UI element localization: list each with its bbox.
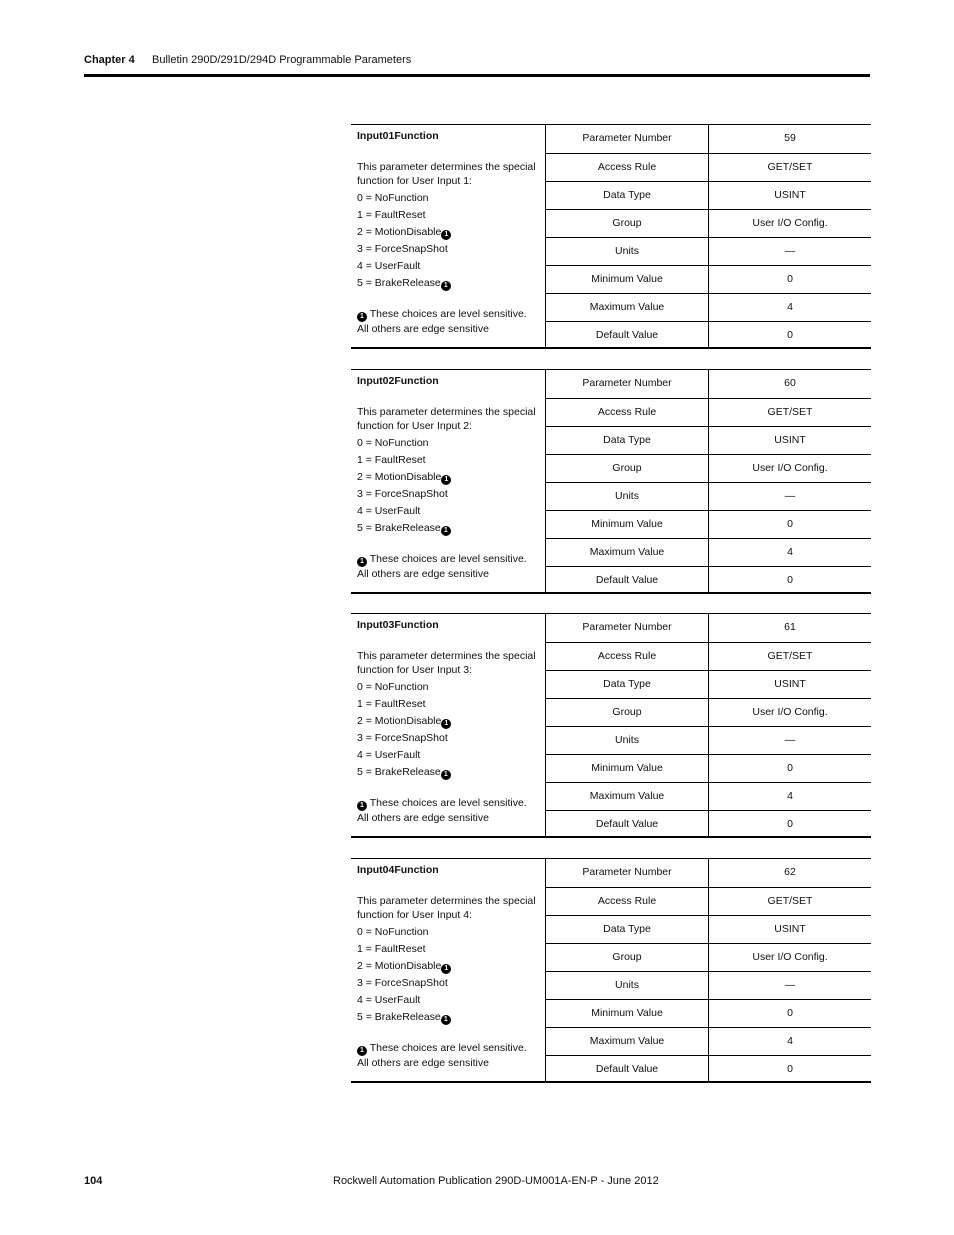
property-row-access-rule [546, 153, 871, 181]
property-label: Minimum Value [546, 1000, 709, 1027]
parameter-option [357, 764, 539, 781]
property-row-maximum-value [546, 538, 871, 566]
parameter-table [351, 613, 871, 838]
parameter-properties [545, 125, 871, 347]
footnote [357, 552, 539, 581]
footnote [357, 307, 539, 336]
option-text: 2 = MotionDisable [357, 226, 442, 238]
property-row-access-rule [546, 887, 871, 915]
parameter-properties [545, 370, 871, 592]
property-value: GET/SET [767, 650, 813, 662]
parameter-option [357, 975, 539, 992]
property-label: Units [546, 972, 709, 999]
publication-footer: Rockwell Automation Publication 290D-UM001A-EN-P - June 2012 [333, 1175, 659, 1187]
property-row-group [546, 209, 871, 237]
property-label: Default Value [546, 567, 709, 594]
property-label: Minimum Value [546, 755, 709, 782]
option-text: 4 = UserFault [357, 749, 421, 761]
option-text: 4 = UserFault [357, 260, 421, 272]
property-row-units [546, 726, 871, 754]
parameter-option [357, 224, 539, 241]
property-value: 60 [784, 377, 796, 389]
property-value: GET/SET [767, 895, 813, 907]
property-row-parameter-number [546, 125, 871, 153]
option-text: 2 = MotionDisable [357, 471, 442, 483]
parameter-option [357, 258, 539, 275]
option-text: 3 = ForceSnapShot [357, 243, 448, 255]
property-label: Data Type [546, 427, 709, 454]
property-label: Units [546, 238, 709, 265]
footnote [357, 1041, 539, 1070]
property-value: 4 [787, 546, 793, 558]
property-label: Data Type [546, 671, 709, 698]
parameter-option [357, 747, 539, 764]
option-text: 4 = UserFault [357, 505, 421, 517]
property-value: 61 [784, 621, 796, 633]
parameter-name: Input01Function [357, 130, 439, 142]
property-row-data-type [546, 915, 871, 943]
property-value: USINT [774, 189, 806, 201]
parameter-properties [545, 614, 871, 836]
option-text: 0 = NoFunction [357, 437, 429, 449]
property-row-maximum-value [546, 293, 871, 321]
chapter-label: Chapter 4 [84, 54, 135, 66]
property-row-default-value [546, 566, 871, 594]
parameter-option [357, 713, 539, 730]
parameter-table [351, 858, 871, 1083]
property-value: 0 [787, 818, 793, 830]
property-value: — [784, 734, 796, 746]
property-row-maximum-value [546, 1027, 871, 1055]
property-row-group [546, 698, 871, 726]
property-value: 4 [787, 790, 793, 802]
footnote-text: These choices are level sensitive. All others are edge sensitive [357, 308, 527, 335]
property-label: Default Value [546, 811, 709, 838]
parameter-option [357, 241, 539, 258]
page-number: 104 [84, 1175, 103, 1187]
footnote-marker-icon: 1 [441, 719, 451, 729]
option-text: 1 = FaultReset [357, 209, 426, 221]
property-value: 0 [787, 518, 793, 530]
property-value: 0 [787, 1007, 793, 1019]
property-value: — [784, 245, 796, 257]
property-row-parameter-number [546, 614, 871, 642]
option-text: 5 = BrakeRelease [357, 277, 441, 289]
property-label: Group [546, 944, 709, 971]
property-value: 59 [784, 132, 796, 144]
parameter-name: Input02Function [357, 375, 439, 387]
property-label: Access Rule [546, 399, 709, 426]
parameter-intro: This parameter determines the special function for User Input 4: [357, 895, 536, 921]
property-value: GET/SET [767, 161, 813, 173]
property-label: Access Rule [546, 643, 709, 670]
parameter-option [357, 452, 539, 469]
parameter-option [357, 679, 539, 696]
property-row-default-value [546, 1055, 871, 1083]
property-value: 0 [787, 329, 793, 341]
parameter-option [357, 520, 539, 537]
property-value: 0 [787, 1063, 793, 1075]
option-text: 3 = ForceSnapShot [357, 488, 448, 500]
property-label: Data Type [546, 182, 709, 209]
footnote-marker-icon: 1 [357, 801, 367, 811]
parameter-option [357, 190, 539, 207]
property-label: Group [546, 699, 709, 726]
parameter-option [357, 469, 539, 486]
option-text: 1 = FaultReset [357, 454, 426, 466]
parameter-properties [545, 859, 871, 1081]
option-text: 5 = BrakeRelease [357, 1011, 441, 1023]
option-text: 5 = BrakeRelease [357, 522, 441, 534]
property-value: — [784, 979, 796, 991]
property-label: Maximum Value [546, 1028, 709, 1055]
parameter-intro: This parameter determines the special function for User Input 2: [357, 406, 536, 432]
property-label: Units [546, 483, 709, 510]
property-row-group [546, 454, 871, 482]
page-header [84, 53, 870, 77]
footnote-marker-icon: 1 [441, 770, 451, 780]
option-text: 2 = MotionDisable [357, 960, 442, 972]
option-text: 3 = ForceSnapShot [357, 977, 448, 989]
property-label: Units [546, 727, 709, 754]
property-label: Maximum Value [546, 294, 709, 321]
property-row-data-type [546, 181, 871, 209]
footnote-text: These choices are level sensitive. All others are edge sensitive [357, 553, 527, 580]
property-row-minimum-value [546, 510, 871, 538]
footnote-marker-icon: 1 [441, 475, 451, 485]
footnote [357, 796, 539, 825]
footnote-marker-icon: 1 [441, 281, 451, 291]
property-label: Data Type [546, 916, 709, 943]
footnote-text: These choices are level sensitive. All others are edge sensitive [357, 1042, 527, 1069]
parameter-option [357, 941, 539, 958]
option-text: 4 = UserFault [357, 994, 421, 1006]
parameter-description [351, 370, 545, 592]
property-label: Minimum Value [546, 266, 709, 293]
option-text: 0 = NoFunction [357, 192, 429, 204]
property-value: 62 [784, 866, 796, 878]
property-label: Access Rule [546, 154, 709, 181]
parameter-option [357, 696, 539, 713]
parameter-description [351, 859, 545, 1081]
property-value: 0 [787, 273, 793, 285]
footnote-marker-icon: 1 [357, 1046, 367, 1056]
property-row-parameter-number [546, 370, 871, 398]
footnote-marker-icon: 1 [441, 526, 451, 536]
parameter-option [357, 486, 539, 503]
parameter-option [357, 992, 539, 1009]
property-label: Minimum Value [546, 511, 709, 538]
property-value: GET/SET [767, 406, 813, 418]
parameter-option [357, 503, 539, 520]
property-row-minimum-value [546, 754, 871, 782]
property-label: Parameter Number [546, 614, 709, 642]
parameter-table [351, 369, 871, 594]
parameter-option [357, 1009, 539, 1026]
option-text: 2 = MotionDisable [357, 715, 442, 727]
property-value: User I/O Config. [752, 706, 828, 718]
property-row-access-rule [546, 642, 871, 670]
property-row-data-type [546, 426, 871, 454]
property-row-units [546, 971, 871, 999]
parameter-option [357, 207, 539, 224]
property-value: User I/O Config. [752, 462, 828, 474]
option-text: 0 = NoFunction [357, 681, 429, 693]
property-row-data-type [546, 670, 871, 698]
property-row-group [546, 943, 871, 971]
property-label: Maximum Value [546, 539, 709, 566]
property-value: 0 [787, 574, 793, 586]
property-value: USINT [774, 678, 806, 690]
property-row-minimum-value [546, 999, 871, 1027]
option-text: 1 = FaultReset [357, 698, 426, 710]
parameter-table [351, 124, 871, 349]
footnote-marker-icon: 1 [357, 312, 367, 322]
property-value: 4 [787, 301, 793, 313]
property-label: Default Value [546, 1056, 709, 1083]
parameter-name: Input03Function [357, 619, 439, 631]
property-row-default-value [546, 810, 871, 838]
property-value: USINT [774, 923, 806, 935]
property-label: Group [546, 455, 709, 482]
footnote-marker-icon: 1 [441, 964, 451, 974]
parameter-option [357, 958, 539, 975]
property-label: Access Rule [546, 888, 709, 915]
property-row-default-value [546, 321, 871, 349]
property-label: Parameter Number [546, 125, 709, 153]
property-row-maximum-value [546, 782, 871, 810]
property-row-units [546, 482, 871, 510]
footnote-marker-icon: 1 [357, 557, 367, 567]
parameter-option [357, 435, 539, 452]
footnote-marker-icon: 1 [441, 1015, 451, 1025]
page-header-title: Bulletin 290D/291D/294D Programmable Parameters [152, 54, 412, 66]
property-row-parameter-number [546, 859, 871, 887]
parameter-option [357, 730, 539, 747]
property-row-units [546, 237, 871, 265]
option-text: 5 = BrakeRelease [357, 766, 441, 778]
option-text: 1 = FaultReset [357, 943, 426, 955]
property-value: User I/O Config. [752, 217, 828, 229]
property-value: User I/O Config. [752, 951, 828, 963]
footnote-text: These choices are level sensitive. All others are edge sensitive [357, 797, 527, 824]
property-value: 4 [787, 1035, 793, 1047]
option-text: 3 = ForceSnapShot [357, 732, 448, 744]
property-label: Maximum Value [546, 783, 709, 810]
parameter-intro: This parameter determines the special function for User Input 3: [357, 650, 536, 676]
property-value: USINT [774, 434, 806, 446]
parameter-intro: This parameter determines the special function for User Input 1: [357, 161, 536, 187]
property-label: Parameter Number [546, 370, 709, 398]
parameter-description [351, 614, 545, 836]
parameter-name: Input04Function [357, 864, 439, 876]
parameter-option [357, 924, 539, 941]
property-value: — [784, 490, 796, 502]
property-row-access-rule [546, 398, 871, 426]
property-label: Group [546, 210, 709, 237]
parameter-description [351, 125, 545, 347]
property-row-minimum-value [546, 265, 871, 293]
footnote-marker-icon: 1 [441, 230, 451, 240]
option-text: 0 = NoFunction [357, 926, 429, 938]
property-label: Default Value [546, 322, 709, 349]
property-value: 0 [787, 762, 793, 774]
property-label: Parameter Number [546, 859, 709, 887]
parameter-option [357, 275, 539, 292]
